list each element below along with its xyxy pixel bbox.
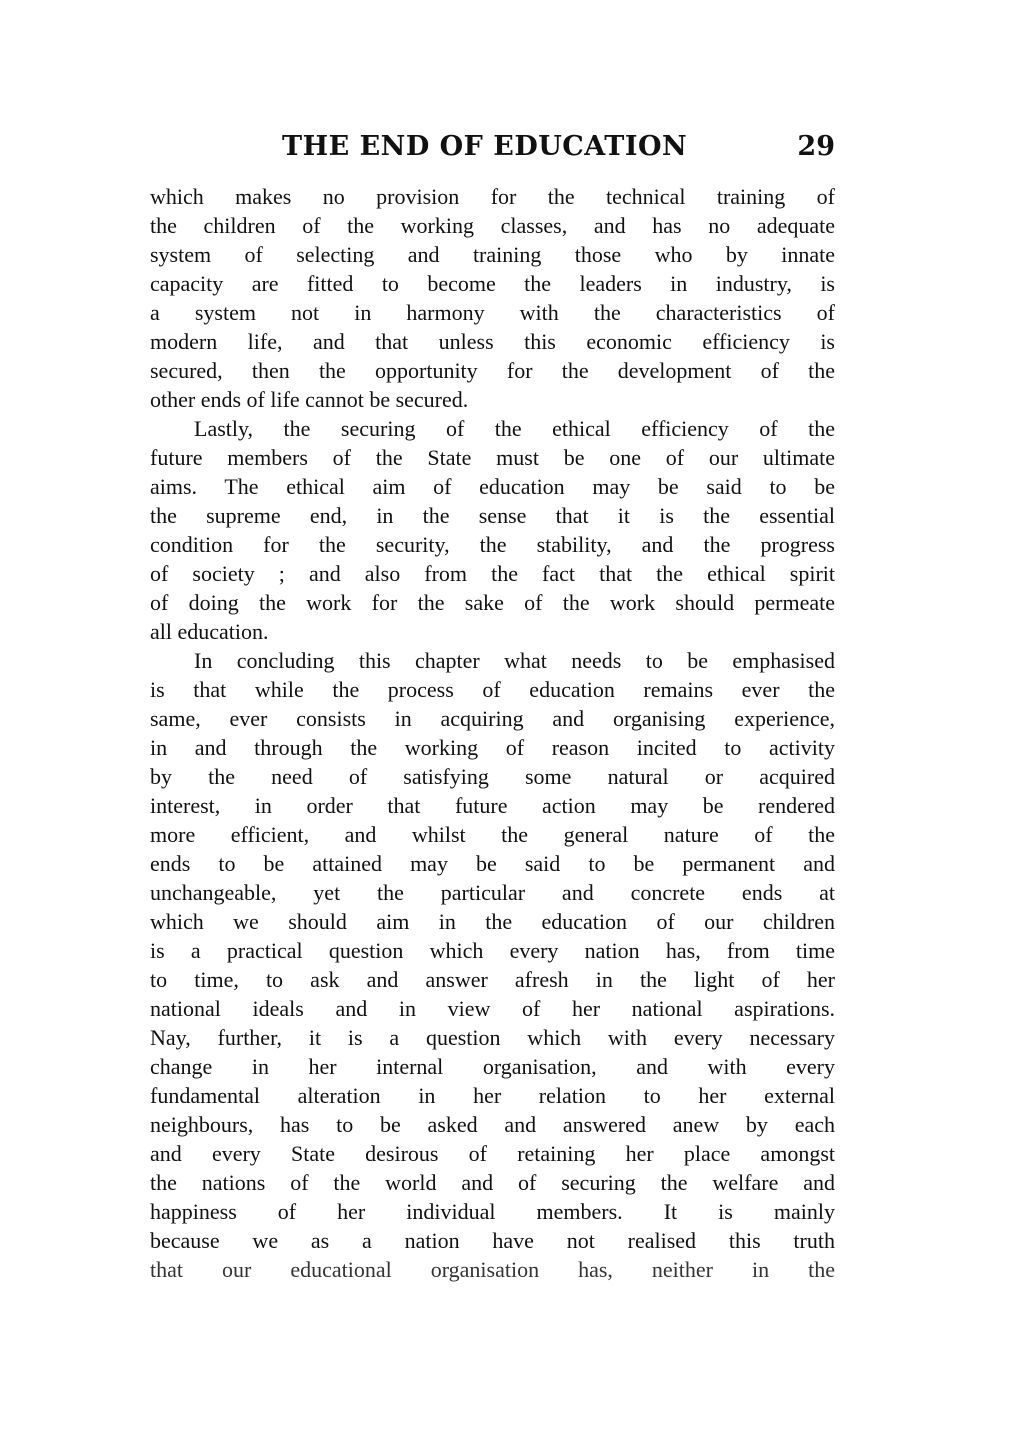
paragraph-start-line: In concluding this chapter what needs to be emphasised: [194, 648, 835, 673]
text-line: to time, to ask and answer afresh in the light of her: [150, 967, 835, 992]
text-line: secured, then the opportunity for the development of the: [150, 358, 835, 383]
text-line: a system not in harmony with the characteristics of: [150, 300, 835, 325]
text-line: interest, in order that future action may be rendered: [150, 793, 835, 818]
text-line: the children of the working classes, and has no adequate: [150, 213, 835, 238]
text-line: aims. The ethical aim of education may be said to be: [150, 474, 835, 499]
text-line: all education.: [150, 619, 269, 644]
text-line: condition for the security, the stability, and the progress: [150, 532, 835, 557]
text-line: which makes no provision for the technical training of: [150, 184, 835, 209]
text-line: neighbours, has to be asked and answered anew by each: [150, 1112, 835, 1137]
paragraph-start-line: Lastly, the securing of the ethical efficiency of the: [194, 416, 835, 441]
text-line: Nay, further, it is a question which with every necessary: [150, 1025, 835, 1050]
text-line: capacity are fitted to become the leaders in industry, is: [150, 271, 835, 296]
text-line: in and through the working of reason incited to activity: [150, 735, 835, 760]
text-line: that our educational organisation has, neither in the: [150, 1257, 835, 1282]
text-line: modern life, and that unless this economic efficiency is: [150, 329, 835, 354]
text-line: the nations of the world and of securing the welfare and: [150, 1170, 835, 1195]
text-line: other ends of life cannot be secured.: [150, 387, 469, 412]
text-line: the supreme end, in the sense that it is the essential: [150, 503, 835, 528]
text-line: by the need of satisfying some natural or acquired: [150, 764, 835, 789]
running-title: THE END OF EDUCATION: [282, 131, 688, 162]
text-line: fundamental alteration in her relation to her external: [150, 1083, 835, 1108]
text-line: and every State desirous of retaining her place amongst: [150, 1141, 835, 1166]
text-line: is that while the process of education remains ever the: [150, 677, 835, 702]
text-line: of doing the work for the sake of the work should permeate: [150, 590, 835, 615]
text-line: is a practical question which every nation has, from time: [150, 938, 835, 963]
text-line: same, ever consists in acquiring and organising experience,: [150, 706, 835, 731]
page-number: 29: [797, 131, 835, 162]
text-line: ends to be attained may be said to be permanent and: [150, 851, 835, 876]
text-line: national ideals and in view of her national aspirations.: [150, 996, 835, 1021]
body-text: [150, 182, 835, 1284]
text-line: of society ; and also from the fact that the ethical spirit: [150, 561, 835, 586]
text-line: more efficient, and whilst the general nature of the: [150, 822, 835, 847]
text-line: future members of the State must be one of our ultimate: [150, 445, 835, 470]
text-line: unchangeable, yet the particular and concrete ends at: [150, 880, 835, 905]
text-line: because we as a nation have not realised this truth: [150, 1228, 835, 1253]
text-line: change in her internal organisation, and with every: [150, 1054, 835, 1079]
text-line: system of selecting and training those who by innate: [150, 242, 835, 267]
text-line: happiness of her individual members. It is mainly: [150, 1199, 835, 1224]
text-line: which we should aim in the education of our children: [150, 909, 835, 934]
running-head: [150, 128, 835, 166]
